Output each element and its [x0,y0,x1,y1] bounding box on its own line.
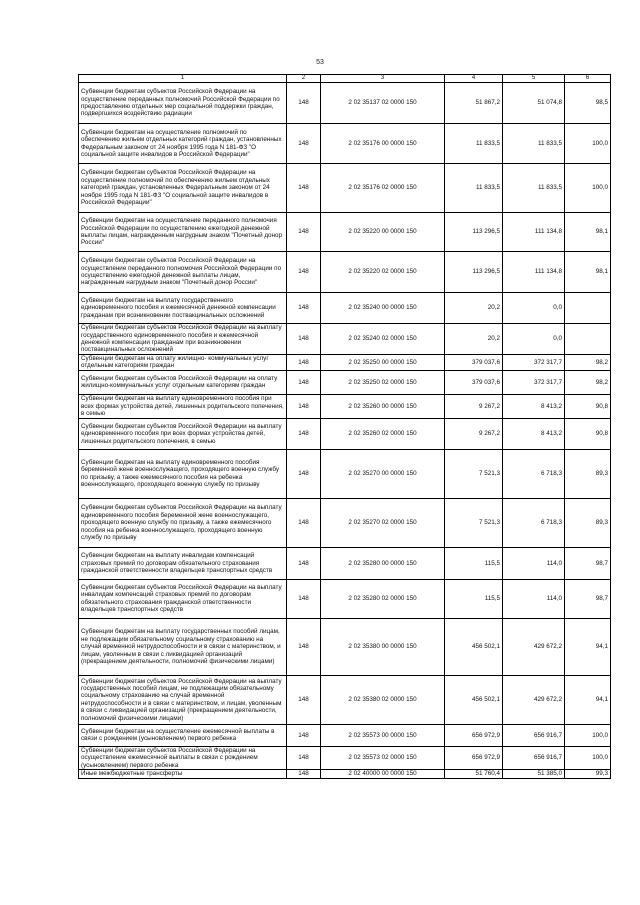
row-percent-cell: 99,3 [565,770,611,779]
row-planned-amount-cell: 115,5 [445,579,503,618]
table-row [79,618,611,675]
header-cell: 2 [287,75,321,83]
row-percent-cell: 100,0 [565,746,611,769]
row-planned-amount-cell: 115,5 [445,547,503,579]
row-percent-cell: 94,1 [565,675,611,724]
row-budget-code-cell: 2 02 35260 02 0000 150 [321,418,445,449]
row-admin-code-cell: 148 [287,449,321,498]
row-admin-code-cell: 148 [287,394,321,418]
row-admin-code-cell: 148 [287,293,321,324]
row-name-cell: Субвенции бюджетам субъектов Российской Федерации на оплату жилищно-коммунальных услуг отдельным категориям граждан [79,370,287,394]
row-actual-amount-cell: 6 718,3 [503,498,565,547]
row-planned-amount-cell: 113 296,5 [445,213,503,252]
row-actual-amount-cell: 111 134,8 [503,213,565,252]
row-percent-cell: 98,1 [565,252,611,293]
table-row [79,394,611,418]
row-admin-code-cell: 148 [287,675,321,724]
row-name-cell: Субвенции бюджетам на оплату жилищно- коммунальных услуг отдельным категориям граждан [79,355,287,371]
table-row [79,83,611,124]
row-percent-cell: 98,2 [565,355,611,371]
page-number: 53 [316,59,324,66]
row-name-cell: Субвенции бюджетам на выплату единовременного пособия беременной жене военнослужащего, проходящего военную службу по призыву, а также ежемесячного пособия на ребенка военнослужащего, проходящего военную службу по призыву [79,449,287,498]
table-row [79,675,611,724]
row-percent-cell: 100,0 [565,124,611,164]
table-row [79,724,611,746]
row-actual-amount-cell: 429 672,2 [503,618,565,675]
row-name-cell: Иные межбюджетные трансферты [79,770,287,779]
row-name-cell: Субвенции бюджетам на выплату инвалидам компенсаций страховых премий по договорам обязательного страхования гражданской ответственности владельцев транспортных средств [79,547,287,579]
table-row [79,324,611,355]
row-name-cell: Субвенции бюджетам субъектов Российской Федерации на выплату единовременного пособия беременной жене военнослужащего, проходящего военную службу по призыву, а также ежемесячного пособия на ребенка военнослужащего, проходящего военную службу по призыву [79,498,287,547]
row-actual-amount-cell: 51 385,0 [503,770,565,779]
table-header-row [79,75,611,83]
table-row [79,213,611,252]
row-actual-amount-cell: 11 833,5 [503,164,565,213]
row-actual-amount-cell: 51 074,8 [503,83,565,124]
row-planned-amount-cell: 9 267,2 [445,394,503,418]
row-name-cell: Субвенции бюджетам субъектов Российской Федерации на выплату государственных пособий лицам, не подлежащим обязательному социальному страхованию на случай временной нетрудоспособности и в связи с материнством, и лицам, уволенным в связи с ликвидацией организаций (прекращением деятельности, полномочий физическими лицами) [79,675,287,724]
row-budget-code-cell: 2 02 35240 00 0000 150 [321,293,445,324]
row-actual-amount-cell: 8 413,2 [503,418,565,449]
row-actual-amount-cell: 429 672,2 [503,675,565,724]
row-percent-cell: 94,1 [565,618,611,675]
row-actual-amount-cell: 656 916,7 [503,746,565,769]
table-row [79,746,611,769]
row-name-cell: Субвенции бюджетам на осуществление переданного полномочия Российской Федерации по осуществлению ежегодной денежной выплаты лицам, награжденным нагрудным знаком "Почетный донор России" [79,213,287,252]
table-row [79,293,611,324]
row-planned-amount-cell: 456 502,1 [445,675,503,724]
row-planned-amount-cell: 51 760,4 [445,770,503,779]
row-percent-cell: 89,3 [565,498,611,547]
row-admin-code-cell: 148 [287,498,321,547]
row-budget-code-cell: 2 02 35270 00 0000 150 [321,449,445,498]
row-actual-amount-cell: 372 317,7 [503,370,565,394]
row-name-cell: Субвенции бюджетам субъектов Российской Федерации на выплату инвалидам компенсаций страховых премий по договорам обязательного страхования гражданской ответственности владельцев транспортных средств [79,579,287,618]
table-body [79,83,611,779]
row-budget-code-cell: 2 02 35176 00 0000 150 [321,124,445,164]
row-planned-amount-cell: 51 867,2 [445,83,503,124]
row-budget-code-cell: 2 02 35573 02 0000 150 [321,746,445,769]
row-planned-amount-cell: 20,2 [445,324,503,355]
row-percent-cell: 98,7 [565,547,611,579]
row-planned-amount-cell: 456 502,1 [445,618,503,675]
row-admin-code-cell: 148 [287,547,321,579]
row-name-cell: Субвенции бюджетам на выплату единовременного пособия при всех формах устройства детей, лишенных родительского попечения, в семью [79,394,287,418]
row-admin-code-cell: 148 [287,324,321,355]
table-row [79,418,611,449]
row-percent-cell: 98,7 [565,579,611,618]
row-percent-cell [565,293,611,324]
row-actual-amount-cell: 11 833,5 [503,124,565,164]
table-row [79,370,611,394]
row-planned-amount-cell: 379 037,6 [445,370,503,394]
row-name-cell: Субвенции бюджетам субъектов Российской Федерации на выплату государственного единовременного пособия и ежемесячной денежной компенсации гражданам при возникновении поствакцинальных осложнений [79,324,287,355]
header-cell: 1 [79,75,287,83]
row-budget-code-cell: 2 02 35137 02 0000 150 [321,83,445,124]
row-name-cell: Субвенции бюджетам субъектов Российской Федерации на выплату единовременного пособия при всех формах устройства детей, лишенных родительского попечения, в семью [79,418,287,449]
row-actual-amount-cell: 111 134,8 [503,252,565,293]
row-admin-code-cell: 148 [287,618,321,675]
row-name-cell: Субвенции бюджетам субъектов Российской Федерации на осуществление полномочий по обеспечению жильем отдельных категорий граждан, установленных Федеральным законом от 24 ноября 1995 года N 181-ФЗ "О социальной защите инвалидов в Российской Федерации" [79,164,287,213]
table-row [79,579,611,618]
row-planned-amount-cell: 7 521,3 [445,449,503,498]
row-actual-amount-cell: 656 916,7 [503,724,565,746]
row-actual-amount-cell: 114,0 [503,547,565,579]
row-admin-code-cell: 148 [287,770,321,779]
row-percent-cell: 100,0 [565,164,611,213]
row-percent-cell: 90,8 [565,418,611,449]
row-budget-code-cell: 2 02 35380 00 0000 150 [321,618,445,675]
row-actual-amount-cell: 0,0 [503,293,565,324]
row-name-cell: Субвенции бюджетам на осуществление ежемесячной выплаты в связи с рождением (усыновлением) первого ребенка [79,724,287,746]
header-cell: 6 [565,75,611,83]
table-row [79,252,611,293]
row-budget-code-cell: 2 02 35250 00 0000 150 [321,355,445,371]
row-actual-amount-cell: 0,0 [503,324,565,355]
row-name-cell: Субвенции бюджетам на выплату государственных пособий лицам, не подлежащим обязательному социальному страхованию на случай временной нетрудоспособности и в связи с материнством, и лицам, уволенным в связи с ликвидацией организаций (прекращением деятельности, полномочий физическими лицами) [79,618,287,675]
row-name-cell: Субвенции бюджетам на выплату государственного единовременного пособия и ежемесячной денежной компенсации гражданам при возникновении поствакцинальных осложнений [79,293,287,324]
header-cell: 5 [503,75,565,83]
row-actual-amount-cell: 8 413,2 [503,394,565,418]
row-planned-amount-cell: 656 972,9 [445,746,503,769]
row-planned-amount-cell: 7 521,3 [445,498,503,547]
row-budget-code-cell: 2 02 35573 00 0000 150 [321,724,445,746]
row-percent-cell [565,324,611,355]
row-admin-code-cell: 148 [287,124,321,164]
row-budget-code-cell: 2 02 35270 02 0000 150 [321,498,445,547]
row-budget-code-cell: 2 02 35240 02 0000 150 [321,324,445,355]
table-row [79,547,611,579]
table-row [79,449,611,498]
table-row [79,770,611,779]
row-planned-amount-cell: 20,2 [445,293,503,324]
row-planned-amount-cell: 656 972,9 [445,724,503,746]
row-name-cell: Субвенции бюджетам субъектов Российской Федерации на осуществление ежемесячной выплаты в связи с рождением (усыновлением) первого ребенка [79,746,287,769]
table-row [79,124,611,164]
row-budget-code-cell: 2 02 35280 02 0000 150 [321,579,445,618]
row-budget-code-cell: 2 02 35280 00 0000 150 [321,547,445,579]
row-admin-code-cell: 148 [287,579,321,618]
row-name-cell: Субвенции бюджетам на осуществление полномочий по обеспечению жильем отдельных категорий граждан, установленных Федеральным законом от 24 ноября 1995 года N 181-ФЗ "О социальной защите инвалидов в Российской Федерации" [79,124,287,164]
row-budget-code-cell: 2 02 35220 00 0000 150 [321,213,445,252]
row-admin-code-cell: 148 [287,724,321,746]
budget-table [78,74,611,779]
row-percent-cell: 90,8 [565,394,611,418]
row-name-cell: Субвенции бюджетам субъектов Российской Федерации на осуществление переданного полномочия Российской Федерации по осуществлению ежегодной денежной выплаты лицам, награжденным нагрудным знаком "Почетный донор России" [79,252,287,293]
row-percent-cell: 98,5 [565,83,611,124]
table-row [79,498,611,547]
row-planned-amount-cell: 9 267,2 [445,418,503,449]
row-planned-amount-cell: 11 833,5 [445,124,503,164]
header-cell: 4 [445,75,503,83]
row-budget-code-cell: 2 02 40000 00 0000 150 [321,770,445,779]
header-cell: 3 [321,75,445,83]
row-actual-amount-cell: 372 317,7 [503,355,565,371]
row-percent-cell: 100,0 [565,724,611,746]
row-name-cell: Субвенции бюджетам субъектов Российской Федерации на осуществление переданных полномочий Российской Федерации по предоставлению отдельных мер социальной поддержки граждан, подвергшихся воздействию радиации [79,83,287,124]
row-budget-code-cell: 2 02 35260 00 0000 150 [321,394,445,418]
table-row [79,164,611,213]
row-admin-code-cell: 148 [287,370,321,394]
row-actual-amount-cell: 6 718,3 [503,449,565,498]
row-planned-amount-cell: 113 296,5 [445,252,503,293]
row-admin-code-cell: 148 [287,746,321,769]
row-planned-amount-cell: 379 037,6 [445,355,503,371]
row-admin-code-cell: 148 [287,252,321,293]
row-percent-cell: 89,3 [565,449,611,498]
row-budget-code-cell: 2 02 35380 02 0000 150 [321,675,445,724]
row-percent-cell: 98,2 [565,370,611,394]
row-budget-code-cell: 2 02 35220 02 0000 150 [321,252,445,293]
row-admin-code-cell: 148 [287,355,321,371]
row-admin-code-cell: 148 [287,418,321,449]
row-percent-cell: 98,1 [565,213,611,252]
row-actual-amount-cell: 114,0 [503,579,565,618]
table-row [79,355,611,371]
row-budget-code-cell: 2 02 35250 02 0000 150 [321,370,445,394]
row-admin-code-cell: 148 [287,83,321,124]
row-planned-amount-cell: 11 833,5 [445,164,503,213]
row-admin-code-cell: 148 [287,213,321,252]
row-admin-code-cell: 148 [287,164,321,213]
row-budget-code-cell: 2 02 35176 02 0000 150 [321,164,445,213]
